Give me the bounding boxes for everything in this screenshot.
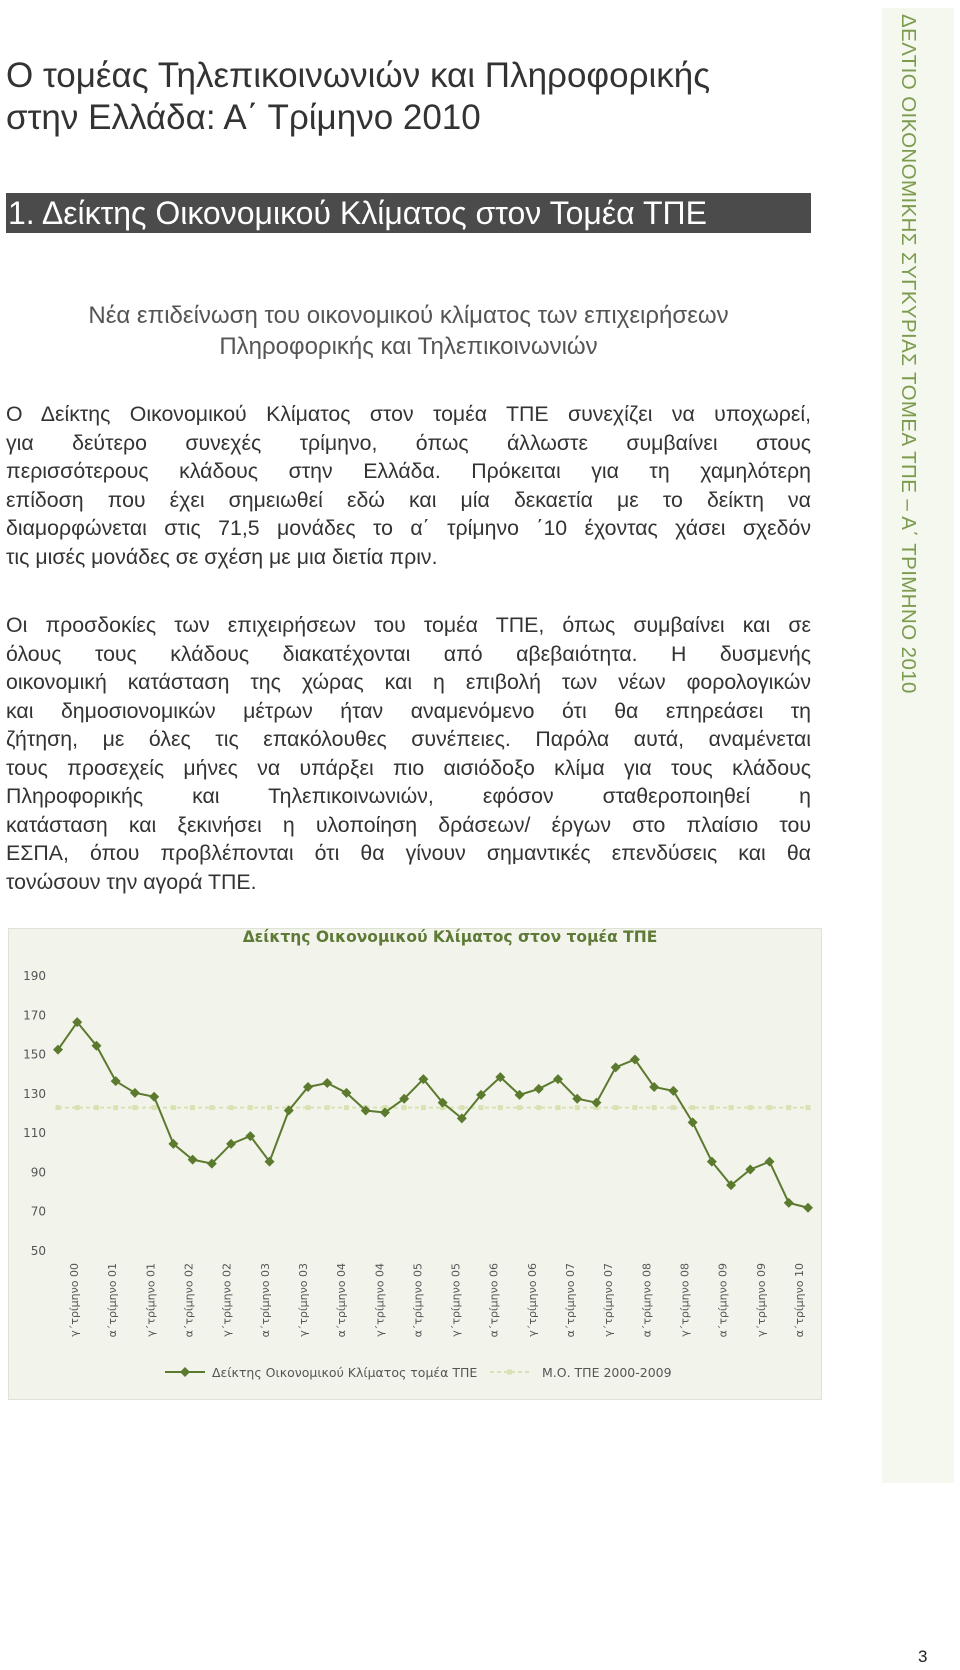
x-tick-label: γ΄τρίμηνο 02 — [220, 1263, 234, 1337]
average-series-point — [132, 1105, 137, 1110]
average-series-point — [786, 1105, 791, 1110]
legend-index-swatch-marker — [180, 1367, 190, 1377]
paragraph-1-line: για δεύτερο συνεχές τρίμηνο, όπως άλλωστε συμβαίνει στους — [6, 430, 811, 455]
y-tick-label: 170 — [23, 1008, 46, 1023]
average-series-point — [325, 1105, 330, 1110]
average-series-point — [56, 1105, 61, 1110]
average-series-point — [767, 1105, 772, 1110]
average-series-point — [171, 1105, 176, 1110]
paragraph-2-line: ΕΣΠΑ, όπου προβλέπονται ότι θα γίνουν σημαντικές επενδύσεις και θα — [6, 841, 811, 865]
x-tick-label: α΄τρίμηνο 04 — [335, 1263, 349, 1338]
average-series-point — [498, 1105, 503, 1110]
index-series-point — [611, 1062, 621, 1072]
index-series-point — [803, 1203, 813, 1213]
average-series-point — [575, 1105, 580, 1110]
index-series-point — [111, 1076, 121, 1086]
paragraph-2-line: οικονομική κατάσταση της χώρας και η επιβολή των νέων φορολογικών — [6, 670, 811, 694]
average-series-point — [209, 1105, 214, 1110]
y-tick-label: 50 — [30, 1244, 46, 1258]
average-series-point — [75, 1105, 80, 1110]
x-tick-label: α΄τρίμηνο 05 — [411, 1263, 425, 1338]
x-tick-label: γ΄τρίμηνο 08 — [678, 1263, 692, 1337]
average-series-point — [671, 1105, 676, 1110]
paragraph-1-line: περισσότερους κλάδους στην Ελλάδα. Πρόκειται για τη χαμηλότερη — [6, 459, 811, 483]
index-series-point — [322, 1078, 332, 1088]
average-series-point — [94, 1105, 99, 1110]
average-series-point — [652, 1105, 657, 1110]
index-series-point — [784, 1198, 794, 1208]
average-series-point — [344, 1105, 349, 1110]
x-tick-label: α΄τρίμηνο 03 — [258, 1263, 272, 1338]
average-series-point — [306, 1105, 311, 1110]
y-tick-label: 90 — [30, 1165, 46, 1180]
chart-title: Δείκτης Οικονομικού Κλίματος στον τομέα ΤΠΕ — [242, 928, 658, 946]
average-series-point — [229, 1105, 234, 1110]
average-series-point — [267, 1105, 272, 1110]
average-series-point — [152, 1105, 157, 1110]
x-tick-label: α΄τρίμηνο 07 — [564, 1263, 578, 1338]
paragraph-2-line: Οι προσδοκίες των επιχειρήσεων του τομέα ΤΠΕ, όπως συμβαίνει και σε — [6, 613, 811, 637]
paragraph-1-line: επίδοση που έχει σημειωθεί εδώ και μία δεκαετία με το δείκτη να — [6, 487, 811, 512]
average-series-point — [517, 1105, 522, 1110]
average-series-point — [806, 1105, 811, 1110]
average-series-point — [709, 1105, 714, 1110]
average-series-point — [690, 1105, 695, 1110]
x-tick-label: γ΄τρίμηνο 00 — [68, 1263, 81, 1337]
x-tick-label: γ΄τρίμηνο 05 — [449, 1263, 463, 1337]
index-series-line — [58, 1022, 808, 1208]
average-series-point — [536, 1105, 541, 1110]
average-series-point — [421, 1105, 426, 1110]
document-title-line-1: Ο τομέας Τηλεπικοινωνιών και Πληροφορικής — [6, 56, 711, 95]
legend-average-label: Μ.Ο. ΤΠΕ 2000-2009 — [542, 1365, 672, 1380]
paragraph-2-line: τους προσεχείς μήνες να υπάρξει πιο αισιόδοξο κλίμα για τους κλάδους — [6, 755, 811, 780]
average-series-point — [479, 1105, 484, 1110]
index-series-point — [668, 1086, 678, 1096]
y-tick-label: 110 — [23, 1126, 46, 1141]
paragraph-1-line: Ο Δείκτης Οικονομικού Κλίματος στον τομέα ΤΠΕ συνεχίζει να υποχωρεί, — [6, 402, 811, 426]
index-series-point — [149, 1092, 159, 1102]
x-tick-label: γ΄τρίμηνο 03 — [296, 1263, 310, 1337]
x-tick-label: α΄τρίμηνο 06 — [487, 1263, 501, 1338]
x-tick-label: α΄τρίμηνο 02 — [182, 1263, 196, 1338]
y-tick-label: 150 — [23, 1047, 46, 1062]
average-series-point — [402, 1105, 407, 1110]
x-tick-label: α΄τρίμηνο 08 — [640, 1263, 654, 1338]
paragraph-2-line: τονώσουν την αγορά ΤΠΕ. — [6, 869, 257, 894]
average-series-point — [632, 1105, 637, 1110]
x-tick-label: α΄τρίμηνο 09 — [716, 1263, 730, 1338]
section-heading: 1. Δείκτης Οικονομικού Κλίματος στον Τομέα ΤΠΕ — [6, 193, 811, 233]
average-series-point — [190, 1105, 195, 1110]
document-title-line-2: στην Ελλάδα: Α΄ Τρίμηνο 2010 — [6, 98, 481, 137]
paragraph-1-line: διαμορφώνεται στις 71,5 μονάδες το α΄ τρίμηνο ΄10 έχοντας χάσει σχεδόν — [6, 516, 811, 540]
subheading-line-2: Πληροφορικής και Τηλεπικοινωνιών — [219, 333, 598, 360]
average-series-point — [556, 1105, 561, 1110]
x-tick-label: γ΄τρίμηνο 04 — [373, 1263, 387, 1337]
paragraph-2-line: όλους τους κλάδους διακατέχονται από αβεβαιότητα. Η δυσμενής — [6, 641, 811, 666]
average-series-point — [748, 1105, 753, 1110]
legend-average-swatch-marker — [507, 1370, 512, 1375]
x-tick-label: γ΄τρίμηνο 07 — [602, 1263, 616, 1337]
paragraph-1-line: τις μισές μονάδες σε σχέση με μια διετία πριν. — [6, 544, 438, 569]
average-series-point — [248, 1105, 253, 1110]
average-series-point — [113, 1105, 118, 1110]
paragraph-2-line: κατάσταση και ξεκινήσει η υλοποίηση δράσεων/ έργων στο πλαίσιο του — [6, 812, 811, 837]
legend-index-label: Δείκτης Οικονομικού Κλίματος τομέα ΤΠΕ — [212, 1365, 478, 1380]
index-series-point — [688, 1117, 698, 1127]
x-tick-label: γ΄τρίμηνο 01 — [144, 1263, 158, 1337]
x-tick-label: γ΄τρίμηνο 06 — [525, 1263, 539, 1337]
paragraph-2-line: Πληροφορικής και Τηλεπικοινωνιών, εφόσον σταθεροποιηθεί η — [6, 784, 811, 808]
average-series-point — [613, 1105, 618, 1110]
y-tick-label: 130 — [23, 1086, 46, 1101]
subheading-line-1: Νέα επιδείνωση του οικονομικού κλίματος των επιχειρήσεων — [88, 302, 729, 329]
y-tick-label: 190 — [23, 969, 46, 983]
index-series-point — [130, 1088, 140, 1098]
index-series-point — [591, 1098, 601, 1108]
sidebar-running-title: ΔΕΛΤΙΟ ΟΙΚΟΝΟΜΙΚΗΣ ΣΥΓΚΥΡΙΑΣ ΤΟΜΕΑ ΤΠΕ – Α΄ ΤΡΙΜΗΝΟ 2010 — [897, 14, 920, 694]
y-tick-label: 70 — [30, 1204, 46, 1219]
x-tick-label: α΄τρίμηνο 10 — [793, 1263, 806, 1338]
index-series-point — [534, 1084, 544, 1094]
x-tick-label: α΄τρίμηνο 01 — [106, 1263, 120, 1338]
average-series-point — [459, 1105, 464, 1110]
x-tick-label: γ΄τρίμηνο 09 — [754, 1263, 768, 1337]
page-number: 3 — [918, 1647, 928, 1666]
index-series-point — [765, 1157, 775, 1167]
paragraph-2-line: και δημοσιονομικών μέτρων ήταν αναμενόμενο ότι θα επηρεάσει τη — [6, 698, 811, 723]
paragraph-2-line: ζήτηση, με όλες τις επακόλουθες συνέπειες. Παρόλα αυτά, αναμένεται — [6, 727, 811, 751]
average-series-point — [729, 1105, 734, 1110]
